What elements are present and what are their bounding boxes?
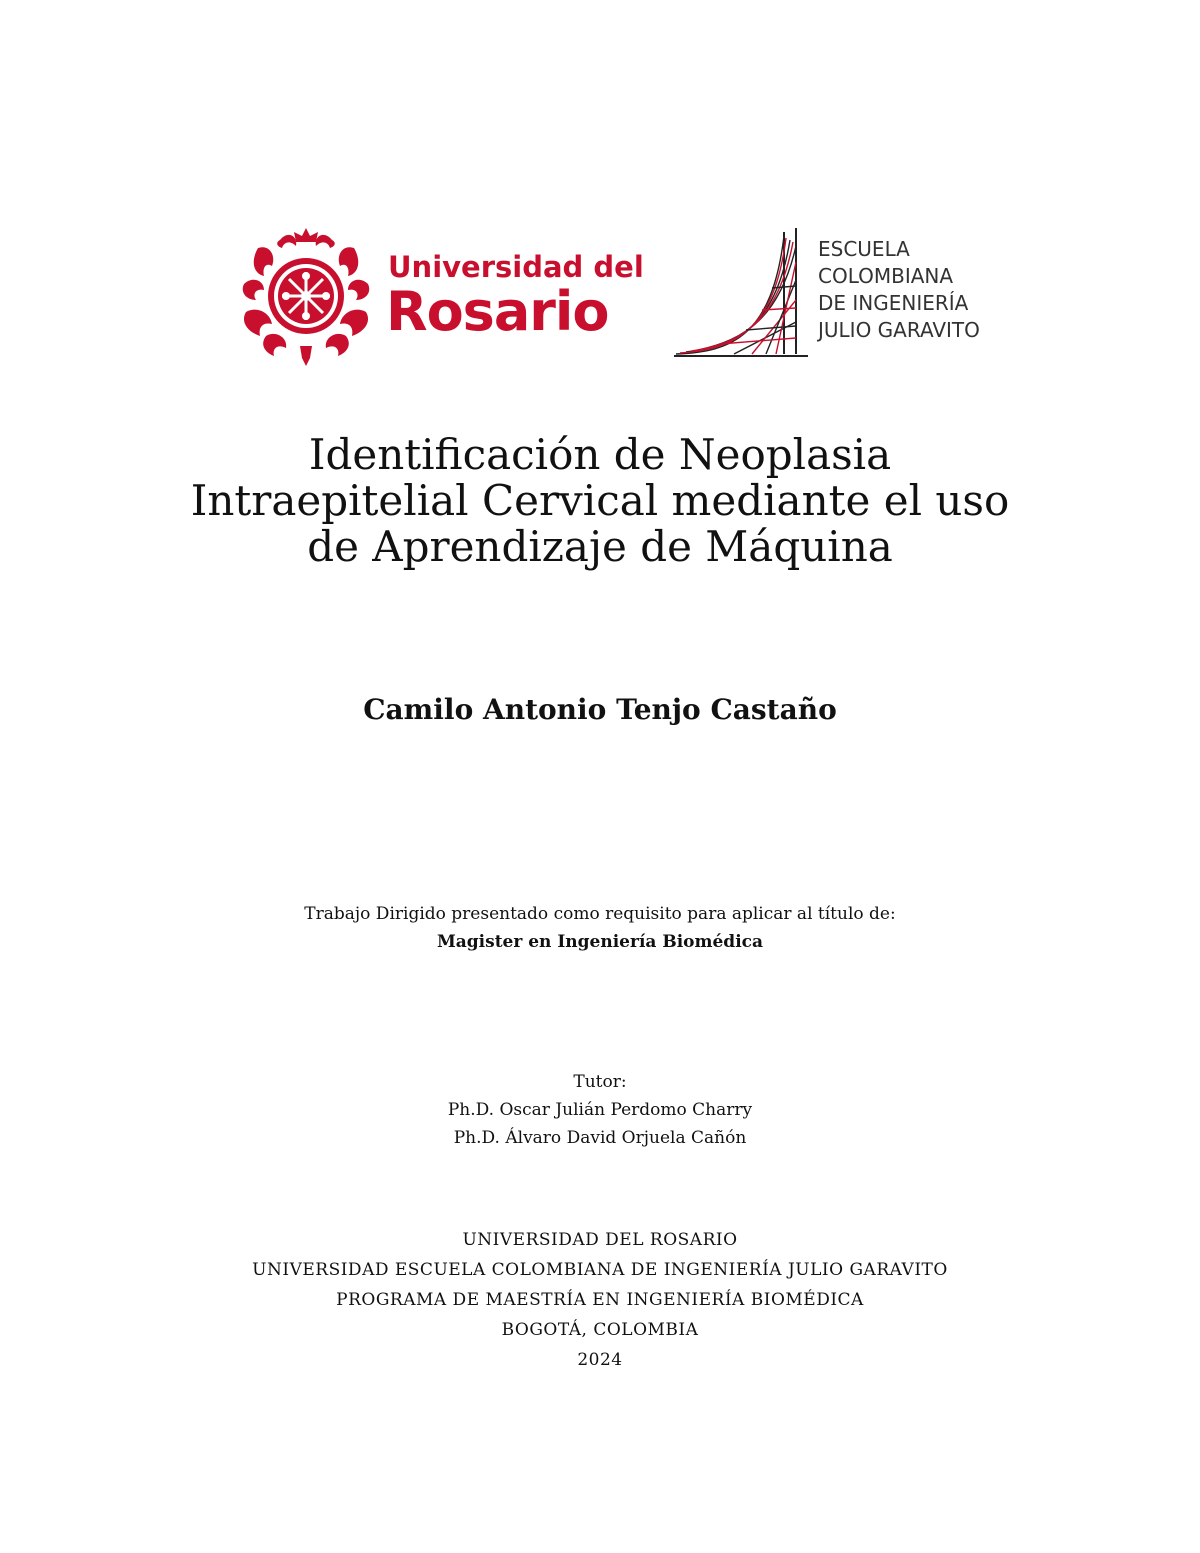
eci-name [818,236,980,344]
institution-line: UNIVERSIDAD ESCUELA COLOMBIANA DE INGENIERÍA JULIO GARAVITO [252,1260,948,1280]
institutions-block [100,1225,1100,1375]
eci-name-line: COLOMBIANA [818,264,954,288]
tutor-name: Ph.D. Álvaro David Orjuela Cañón [453,1128,747,1148]
location-line: BOGOTÁ, COLOMBIA [501,1320,699,1340]
author-name: Camilo Antonio Tenjo Castaño [363,693,837,726]
eci-logo [672,226,1032,366]
purpose-block [100,900,1100,956]
year-line: 2024 [577,1350,623,1370]
program-line: PROGRAMA DE MAESTRÍA EN INGENIERÍA BIOMÉDICA [336,1290,864,1310]
tutors-block [100,1068,1100,1152]
degree-name: Magister en Ingeniería Biomédica [436,932,764,952]
rosario-seal-icon [236,226,376,368]
tutor-label: Tutor: [573,1072,627,1092]
title-line: Identificación de Neoplasia [308,430,892,479]
rosario-name-line2: Rosario [386,280,609,343]
eci-curve-mark-icon [672,226,812,362]
thesis-title [100,432,1100,570]
tutor-name: Ph.D. Oscar Julián Perdomo Charry [447,1100,753,1120]
rosario-logo [236,226,644,371]
title-line: Intraepitelial Cervical mediante el uso [190,476,1010,525]
rosario-name-line1: Universidad del [388,250,644,284]
institution-line: UNIVERSIDAD DEL ROSARIO [462,1230,738,1250]
eci-name-line: JULIO GARAVITO [818,318,980,342]
title-line: de Aprendizaje de Máquina [307,522,893,571]
eci-name-line: ESCUELA [818,237,910,261]
purpose-statement: Trabajo Dirigido presentado como requisito para aplicar al título de: [304,904,896,924]
eci-name-line: DE INGENIERÍA [818,291,969,315]
